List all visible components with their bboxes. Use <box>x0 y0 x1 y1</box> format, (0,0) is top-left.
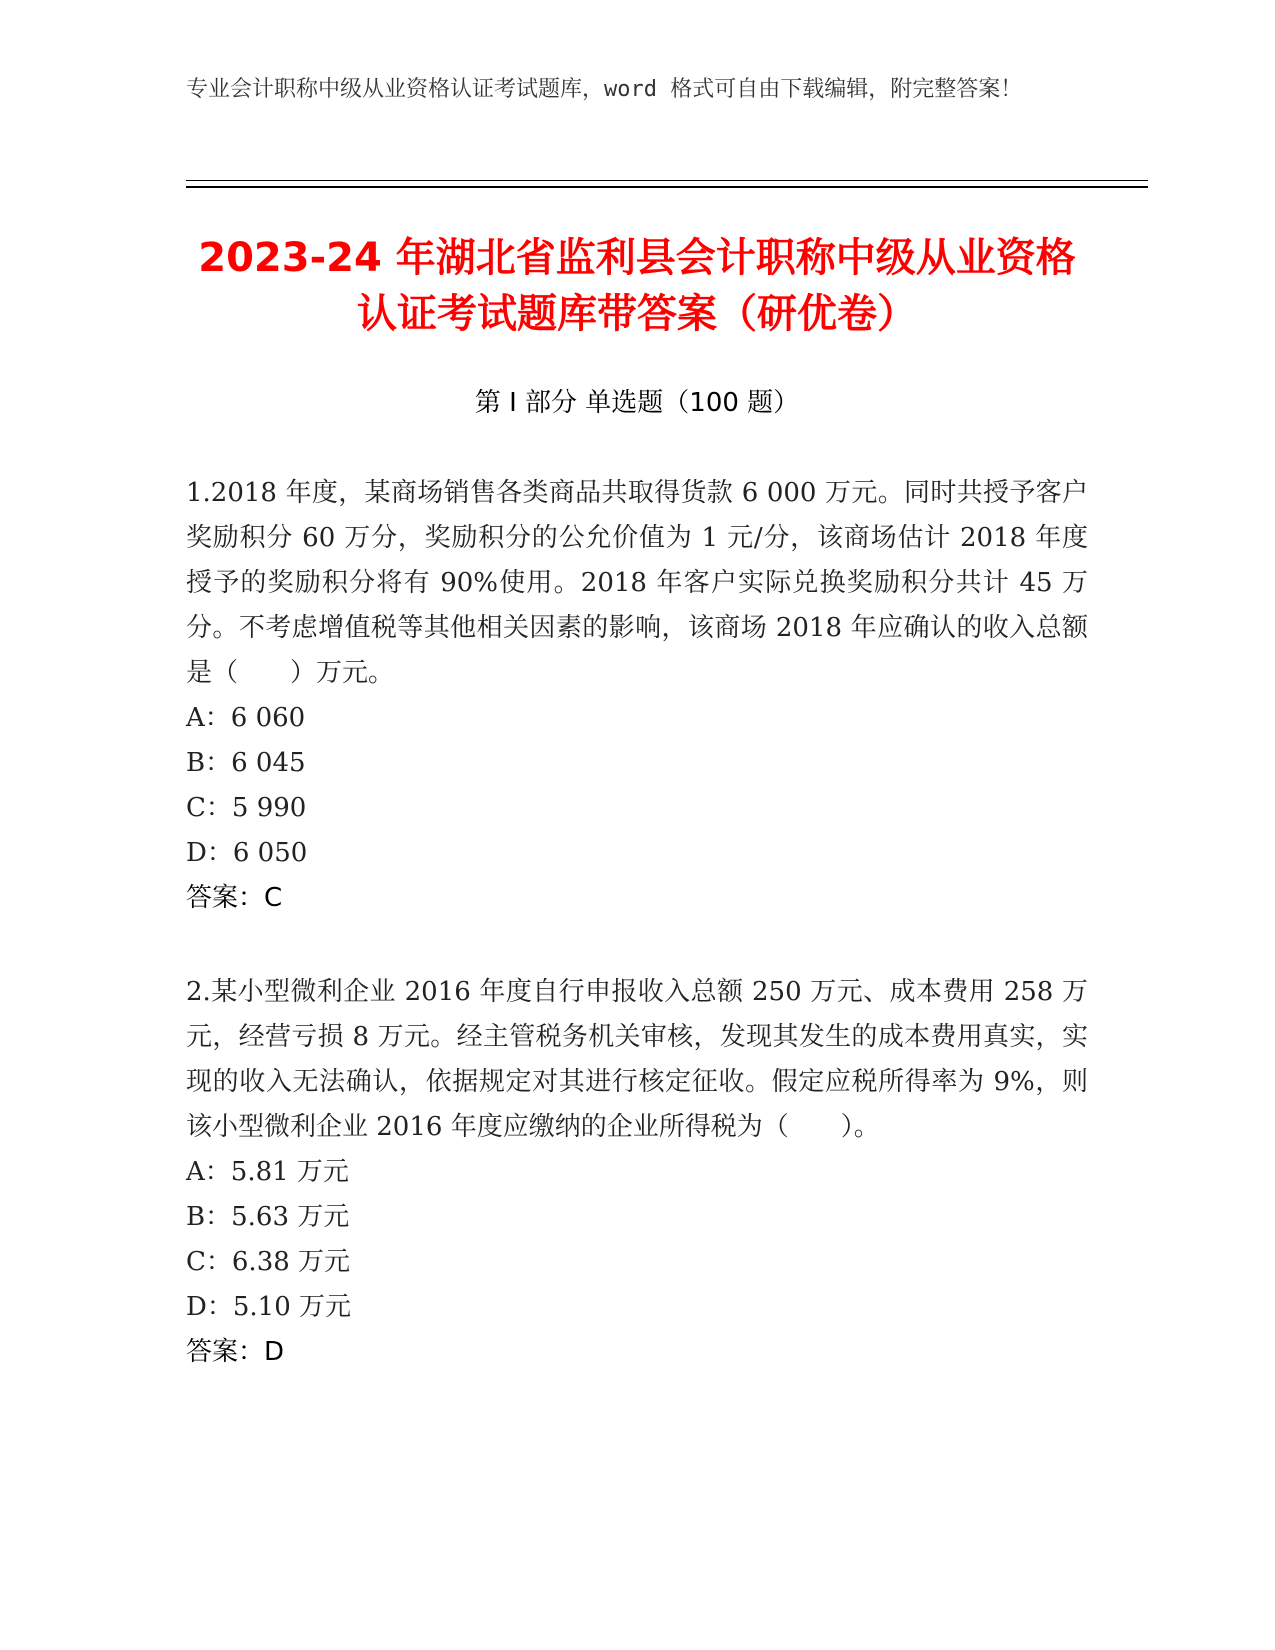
option-a: A：6 060 <box>186 703 306 733</box>
answer: 答案：D <box>186 1337 285 1367</box>
header-note: 专业会计职称中级从业资格认证考试题库，word 格式可自由下载编辑，附完整答案！ <box>186 77 1023 102</box>
option-d: D：6 050 <box>186 838 308 868</box>
question-1 <box>186 471 1088 921</box>
option-b: B：6 045 <box>186 748 306 778</box>
option-a: A：5.81 万元 <box>186 1157 349 1187</box>
option-b: B：5.63 万元 <box>186 1202 350 1232</box>
document-title: 2023-24 年湖北省监利县会计职称中级从业资格认证考试题库带答案（研优卷） <box>198 235 1076 337</box>
question-stem: 2.某小型微利企业 2016 年度自行申报收入总额 250 万元、成本费用 258 万元，经营亏损 8 万元。经主管税务机关审核，发现其发生的成本费用真实，实现的收入无法确认，依据规定对其进行核定征收。假定应税所得率为 9%，则该小型微利企业 2016 年度应缴纳的企业所得税为（ ）。 <box>186 977 1088 1142</box>
question-stem: 1.2018 年度，某商场销售各类商品共取得货款 6 000 万元。同时共授予客户奖励积分 60 万分，奖励积分的公允价值为 1 元/分，该商场估计 2018 年度授予的奖励积分将有 90%使用。2018 年客户实际兑换奖励积分共计 45 万分。不考虑增值税等其他相关因素的影响，该商场 2018 年应确认的收入总额是（ ）万元。 <box>186 478 1088 688</box>
section-title: 第 I 部分 单选题（100 题） <box>474 388 800 418</box>
option-c: C：6.38 万元 <box>186 1247 351 1277</box>
question-2 <box>186 970 1088 1375</box>
header-divider-top <box>186 180 1148 181</box>
answer: 答案：C <box>186 883 283 913</box>
option-d: D：5.10 万元 <box>186 1292 352 1322</box>
option-c: C：5 990 <box>186 793 307 823</box>
header-divider-bottom <box>186 186 1148 188</box>
